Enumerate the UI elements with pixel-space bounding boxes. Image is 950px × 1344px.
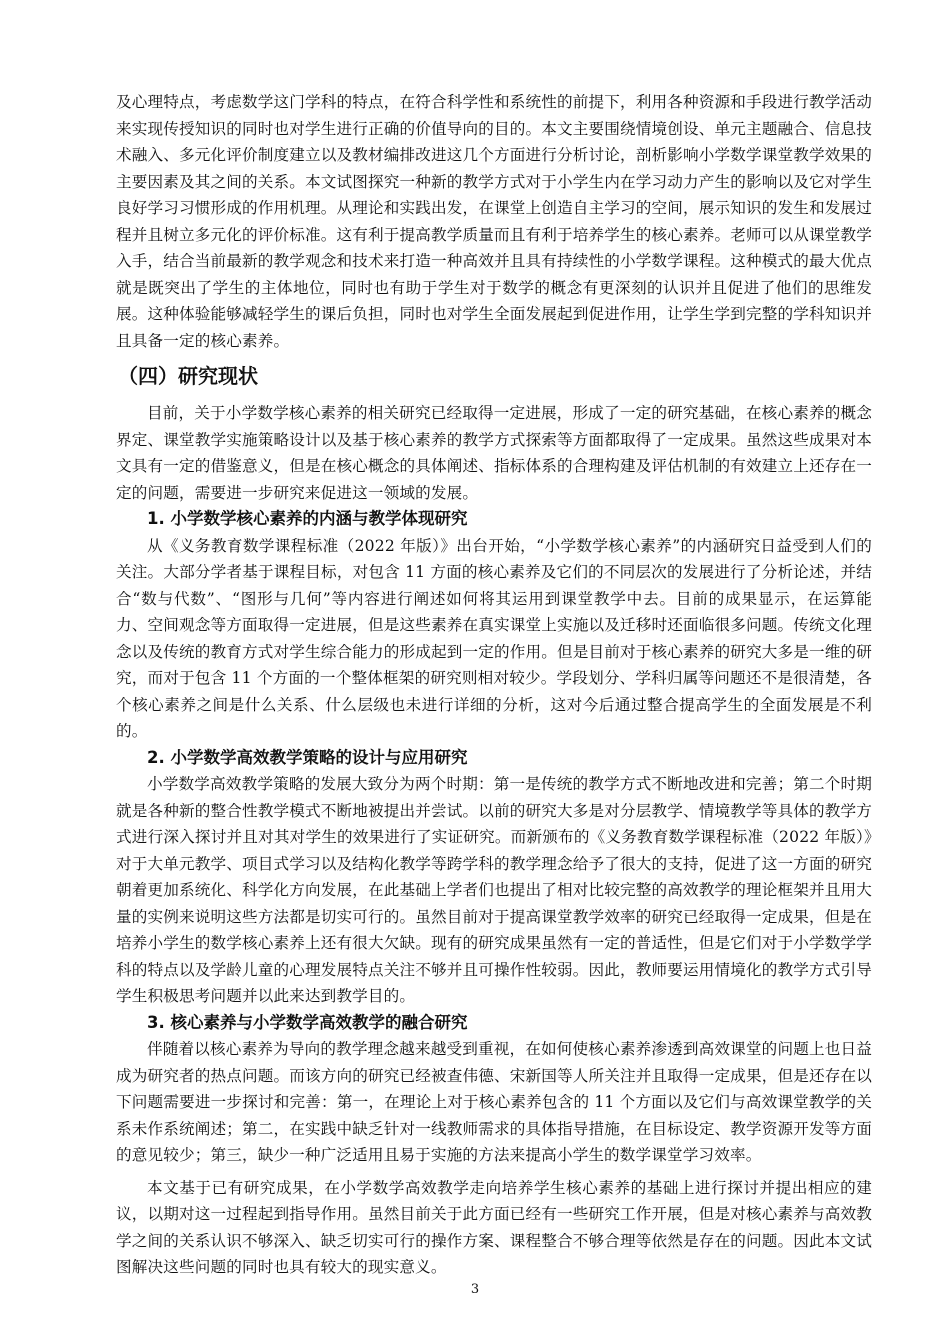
page-number: 3 — [470, 1282, 480, 1297]
subsection-3-paragraph: 伴随着以核心素养为导向的教学理念越来越受到重视，在如何使核心素养渗透到高效课堂的问题上也日益成为研究者的热点问题。而该方向的研究已经被查伟德、宋新国等人所关注并且取得一定成果，但是还存在以下问题需要进一步探讨和完善：第一，在理论上对于核心素养包含的 11 个方面以及它们与高效课堂教学的关系未作系统阐述；第二，在实践中缺乏针对一线教师需求的具体指导措施，在目标设定、教学资源开发等方面的意见较少；第三，缺少一种广泛适用且易于实施的方法来提高小学生的数学课堂学习效率。 — [116, 1040, 872, 1164]
subsection-2-paragraph: 小学数学高效教学策略的发展大致分为两个时期：第一是传统的教学方式不断地改进和完善；第二个时期就是各种新的整合性教学模式不断地被提出并尝试。以前的研究大多是对分层教学、情境教学等具体的教学方式进行深入探讨并且对其对学生的效果进行了实证研究。而新颁布的《义务教育数学课程标准（2022 年版）》对于大单元教学、项目式学习以及结构化教学等跨学科的教学理念给予了很大的支持，促进了这一方面的研究朝着更加系统化、科学化方向发展，在此基础上学者们也提出了相对比较完整的高效教学的理论框架并且用大量的实例来说明这些方法都是切实可行的。虽然目前对于提高课堂教学效率的研究已经取得一定成果，但是在培养小学生的数学核心素养上还有很大欠缺。现有的研究成果虽然有一定的普适性，但是它们对于小学数学学科的特点以及学龄儿童的心理发展特点关注不够并且可操作性较弱。因此，教师要运用情境化的教学方式引导学生积极思考问题并以此来达到教学目的。 — [116, 775, 872, 1005]
section-intro-paragraph: 目前，关于小学数学核心素养的相关研究已经取得一定进展，形成了一定的研究基础，在核心素养的概念界定、课堂教学实施策略设计以及基于核心素养的教学方式探索等方面都取得了一定成果。虽然这些成果对本文具有一定的借鉴意义，但是在核心概念的具体阐述、指标体系的合理构建及评估机制的有效建立上还存在一定的问题，需要进一步研究来促进这一领域的发展。 — [116, 404, 872, 502]
section-heading: （四）研究现状 — [118, 364, 258, 388]
subsection-1-heading: 1. 小学数学核心素养的内涵与教学体现研究 — [147, 509, 468, 528]
subsection-3-heading: 3. 核心素养与小学数学高效教学的融合研究 — [147, 1012, 468, 1032]
intro-paragraph: 及心理特点，考虑数学这门学科的特点，在符合科学性和系统性的前提下，利用各种资源和手段进行教学活动来实现传授知识的同时也对学生进行正确的价值导向的目的。本文主要围绕情境创设、单元主题融合、信息技术融入、多元化评价制度建立以及教材编排改进这几个方面进行分析讨论，剖析影响小学数学课堂教学效果的主要因素及其之间的关系。本文试图探究一种新的教学方式对于小学生内在学习动力产生的影响以及它对学生良好学习习惯形成的作用机理。从理论和实践出发，在课堂上创造自主学习的空间，展示知识的发生和发展过程并且树立多元化的评价标准。这有利于提高教学质量而且有利于培养学生的核心素养。老师可以从课堂教学入手，结合当前最新的教学观念和技术来打造一种高效并且具有持续性的小学数学课程。这种模式的最大优点就是既突出了学生的主体地位，同时也有助于学生对于数学的概念有更深刻的认识并且促进了他们的思维发展。这种体验能够减轻学生的课后负担，同时也对学生全面发展起到促进作用，让学生学到完整的学科知识并且具备一定的核心素养。 — [116, 93, 872, 350]
subsection-1-paragraph: 从《义务教育数学课程标准（2022 年版）》出台开始，“小学数学核心素养”的内涵研究日益受到人们的关注。大部分学者基于课程目标，对包含 11 方面的核心素养及它们的不同层次的发展进行了分析论述，并结合“数与代数”、“图形与几何”等内容进行阐述如何将其运用到课堂教学中去。目前的成果显示，在运算能力、空间观念等方面取得一定进展，但是这些素养在真实课堂上实施以及迁移时还面临很多问题。传统文化理念以及传统的教育方式对学生综合能力的形成起到一定的作用。但是目前对于核心素养的研究大多是一维的研究，而对于包含 11 个方面的一个整体框架的研究则相对较少。学段划分、学科归属等问题还不是很清楚，各个核心素养之间是什么关系、什么层级也未进行详细的分析，这对今后通过整合提高学生的全面发展是不利的。 — [116, 536, 872, 740]
closing-paragraph: 本文基于已有研究成果，在小学数学高效教学走向培养学生核心素养的基础上进行探讨并提出相应的建议，以期对这一过程起到指导作用。虽然目前关于此方面已经有一些研究工作开展，但是对核心素养与高效教学之间的关系认识不够深入、缺乏切实可行的操作方案、课程整合不够合理等依然是存在的问题。因此本文试图解决这些问题的同时也具有较大的现实意义。 — [116, 1178, 872, 1276]
subsection-2-heading: 2. 小学数学高效教学策略的设计与应用研究 — [147, 747, 468, 767]
page-body — [116, 89, 872, 1281]
